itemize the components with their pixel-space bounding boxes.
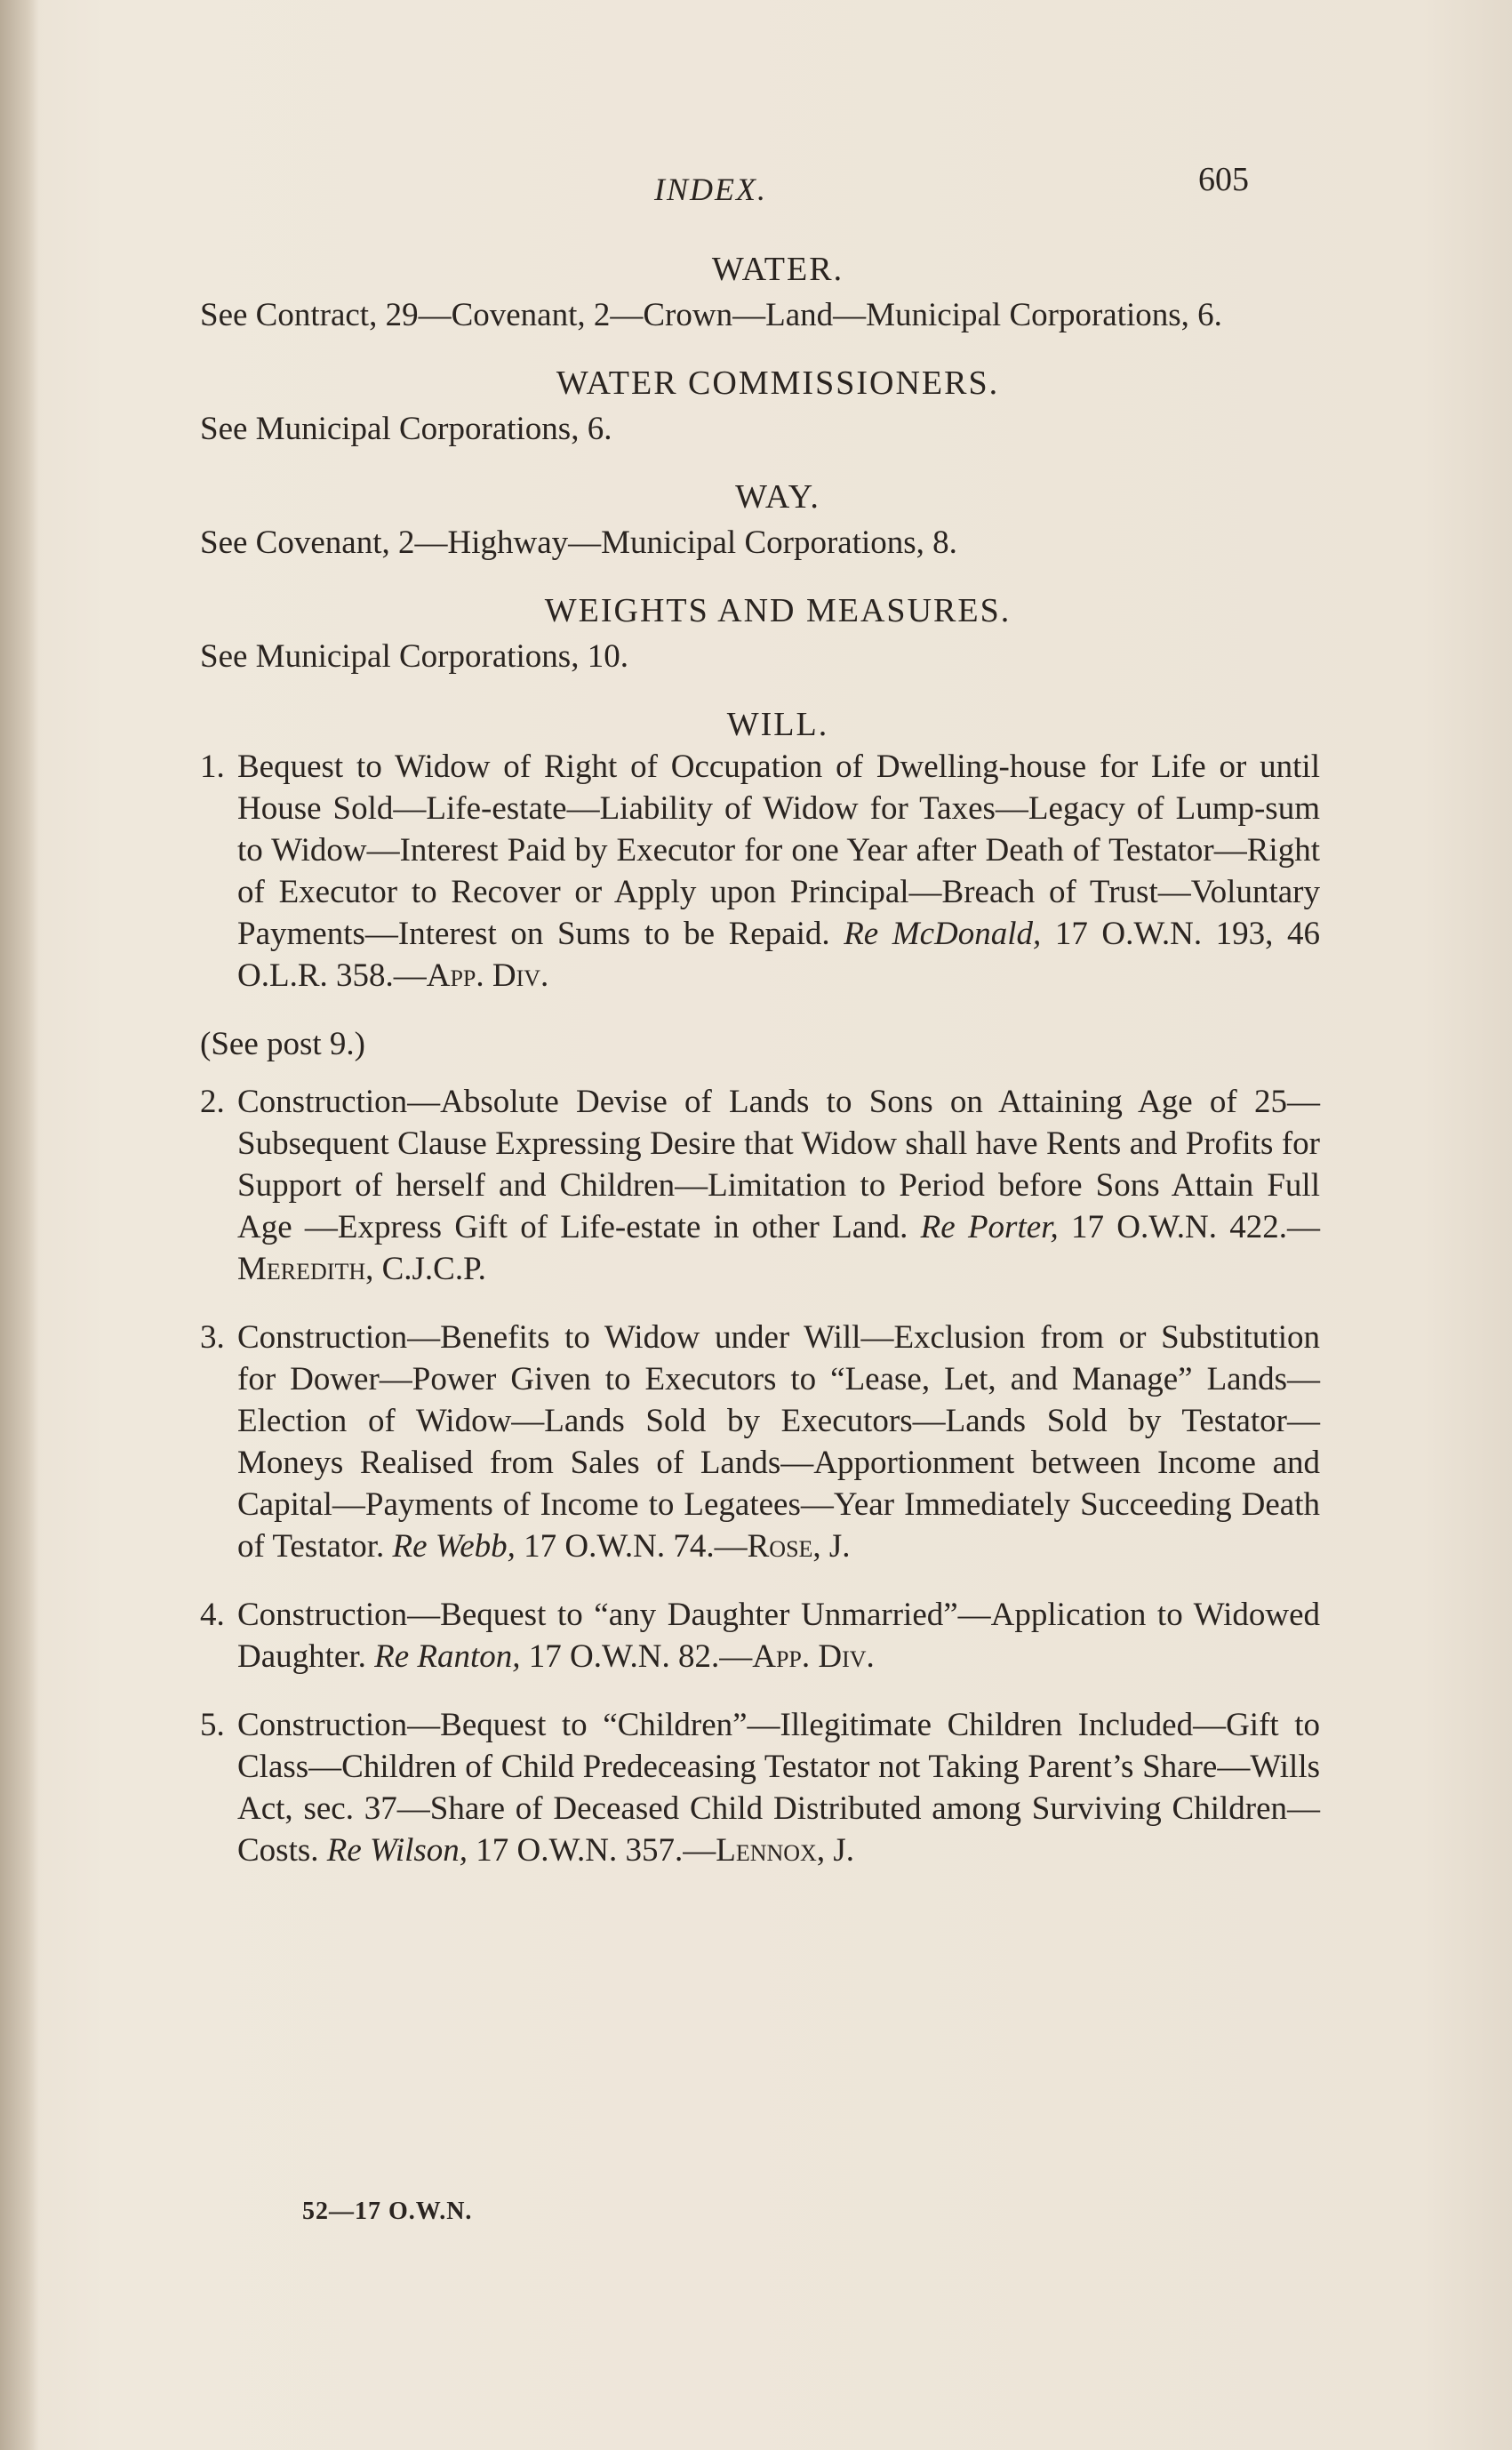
case-citation: 17 O.W.N. 357.—	[468, 1832, 716, 1869]
entry-text	[237, 1081, 1320, 1290]
running-head-title: INDEX.	[654, 172, 767, 207]
entry-number: 5.	[200, 1707, 225, 1743]
section-heading: WILL.	[726, 706, 829, 743]
section-heading: WAY.	[735, 478, 820, 516]
court-name: App. Div.	[426, 957, 549, 994]
case-name: Re Webb,	[392, 1528, 516, 1565]
section-heading: WATER COMMISSIONERS.	[556, 364, 1000, 402]
entry-number: 2.	[200, 1084, 225, 1120]
court-name: Meredith, C.J.C.P.	[237, 1251, 486, 1287]
court-name: Lennox, J.	[716, 1832, 854, 1869]
section-heading: WATER.	[711, 251, 844, 288]
will-entry-3	[200, 1317, 1320, 1567]
page-number: 605	[1198, 161, 1249, 198]
index-content	[200, 249, 1320, 1898]
case-name: Re McDonald,	[844, 916, 1042, 952]
see-reference: See Municipal Corporations, 6.	[200, 411, 612, 447]
running-head	[0, 160, 1512, 213]
entry-text	[237, 1704, 1320, 1871]
entry-number: 1.	[200, 749, 225, 785]
entry-number: 4.	[200, 1597, 225, 1633]
court-name: Rose, J.	[747, 1528, 851, 1565]
entry-text	[237, 1317, 1320, 1567]
entry-summary: Construction—Bequest to “any Daughter Unmarried”—Application to Widowed Daughter.	[237, 1597, 1320, 1675]
entry-summary: Construction—Bequest to “Children”—Illegitimate Children Included—Gift to Class—Children of Child Predeceasing Testator not Taking Parent’s Share—Wills Act, sec. 37—Share of Deceased Child Distributed among Surviving Children—Costs.	[237, 1707, 1320, 1869]
entry-text	[237, 746, 1320, 997]
section-weights-and-measures	[200, 590, 1320, 677]
signature-mark: 52—17 O.W.N.	[302, 2198, 473, 2225]
case-name: Re Ranton,	[374, 1638, 521, 1675]
court-name: App. Div.	[752, 1638, 875, 1675]
case-name: Re Wilson,	[326, 1832, 468, 1869]
case-citation: 17 O.W.N. 74.—	[515, 1528, 748, 1565]
entry-text	[237, 1594, 1320, 1677]
page-spine-shadow	[0, 0, 39, 2450]
section-water-commissioners	[200, 363, 1320, 450]
case-citation: 17 O.W.N. 422.—	[1058, 1209, 1320, 1245]
will-entry-4	[200, 1594, 1320, 1677]
see-reference: See Contract, 29—Covenant, 2—Crown—Land—Municipal Corporations, 6.	[200, 297, 1222, 333]
will-entry-2	[200, 1081, 1320, 1290]
see-reference: See Municipal Corporations, 10.	[200, 638, 628, 675]
case-name: Re Porter,	[920, 1209, 1059, 1245]
entry-summary: Construction—Benefits to Widow under Will—Exclusion from or Substitution for Dower—Power Given to Executors to “Lease, Let, and Manage” Lands—Election of Widow—Lands Sold by Executors—Lands Sold by Testator—Moneys Realised from Sales of Lands—Apportionment between Income and Capital—Payments of Income to Legatees—Year Immediately Succeeding Death of Testator.	[237, 1319, 1320, 1565]
entry-summary: Bequest to Widow of Right of Occupation of Dwelling-house for Life or until House Sold—Life-estate—Liability of Widow for Taxes—Legacy of Lump-sum to Widow—Interest Paid by Executor for one Year after Death of Testator—Right of Executor to Recover or Apply upon Principal—Breach of Trust—Voluntary Payments—Interest on Sums to be Repaid.	[237, 749, 1320, 952]
case-citation: 17 O.W.N. 193, 46 O.L.R. 358.—	[237, 916, 1320, 994]
section-water	[200, 249, 1320, 336]
case-citation: 17 O.W.N. 82.—	[520, 1638, 753, 1675]
section-heading: WEIGHTS AND MEASURES.	[544, 592, 1012, 629]
cross-reference-note: (See post 9.)	[200, 1026, 365, 1062]
section-way	[200, 476, 1320, 564]
see-reference: See Covenant, 2—Highway—Municipal Corporations, 8.	[200, 524, 957, 561]
section-will	[200, 704, 1320, 1871]
entry-number: 3.	[200, 1319, 225, 1356]
will-entry-1	[200, 746, 1320, 997]
will-entry-5	[200, 1704, 1320, 1871]
entry-summary: Construction—Absolute Devise of Lands to Sons on Attaining Age of 25—Subsequent Clause Expressing Desire that Widow shall have Rents and Profits for Support of herself and Children—Limitation to Period before Sons Attain Full Age —Express Gift of Life-estate in other Land.	[237, 1084, 1320, 1245]
